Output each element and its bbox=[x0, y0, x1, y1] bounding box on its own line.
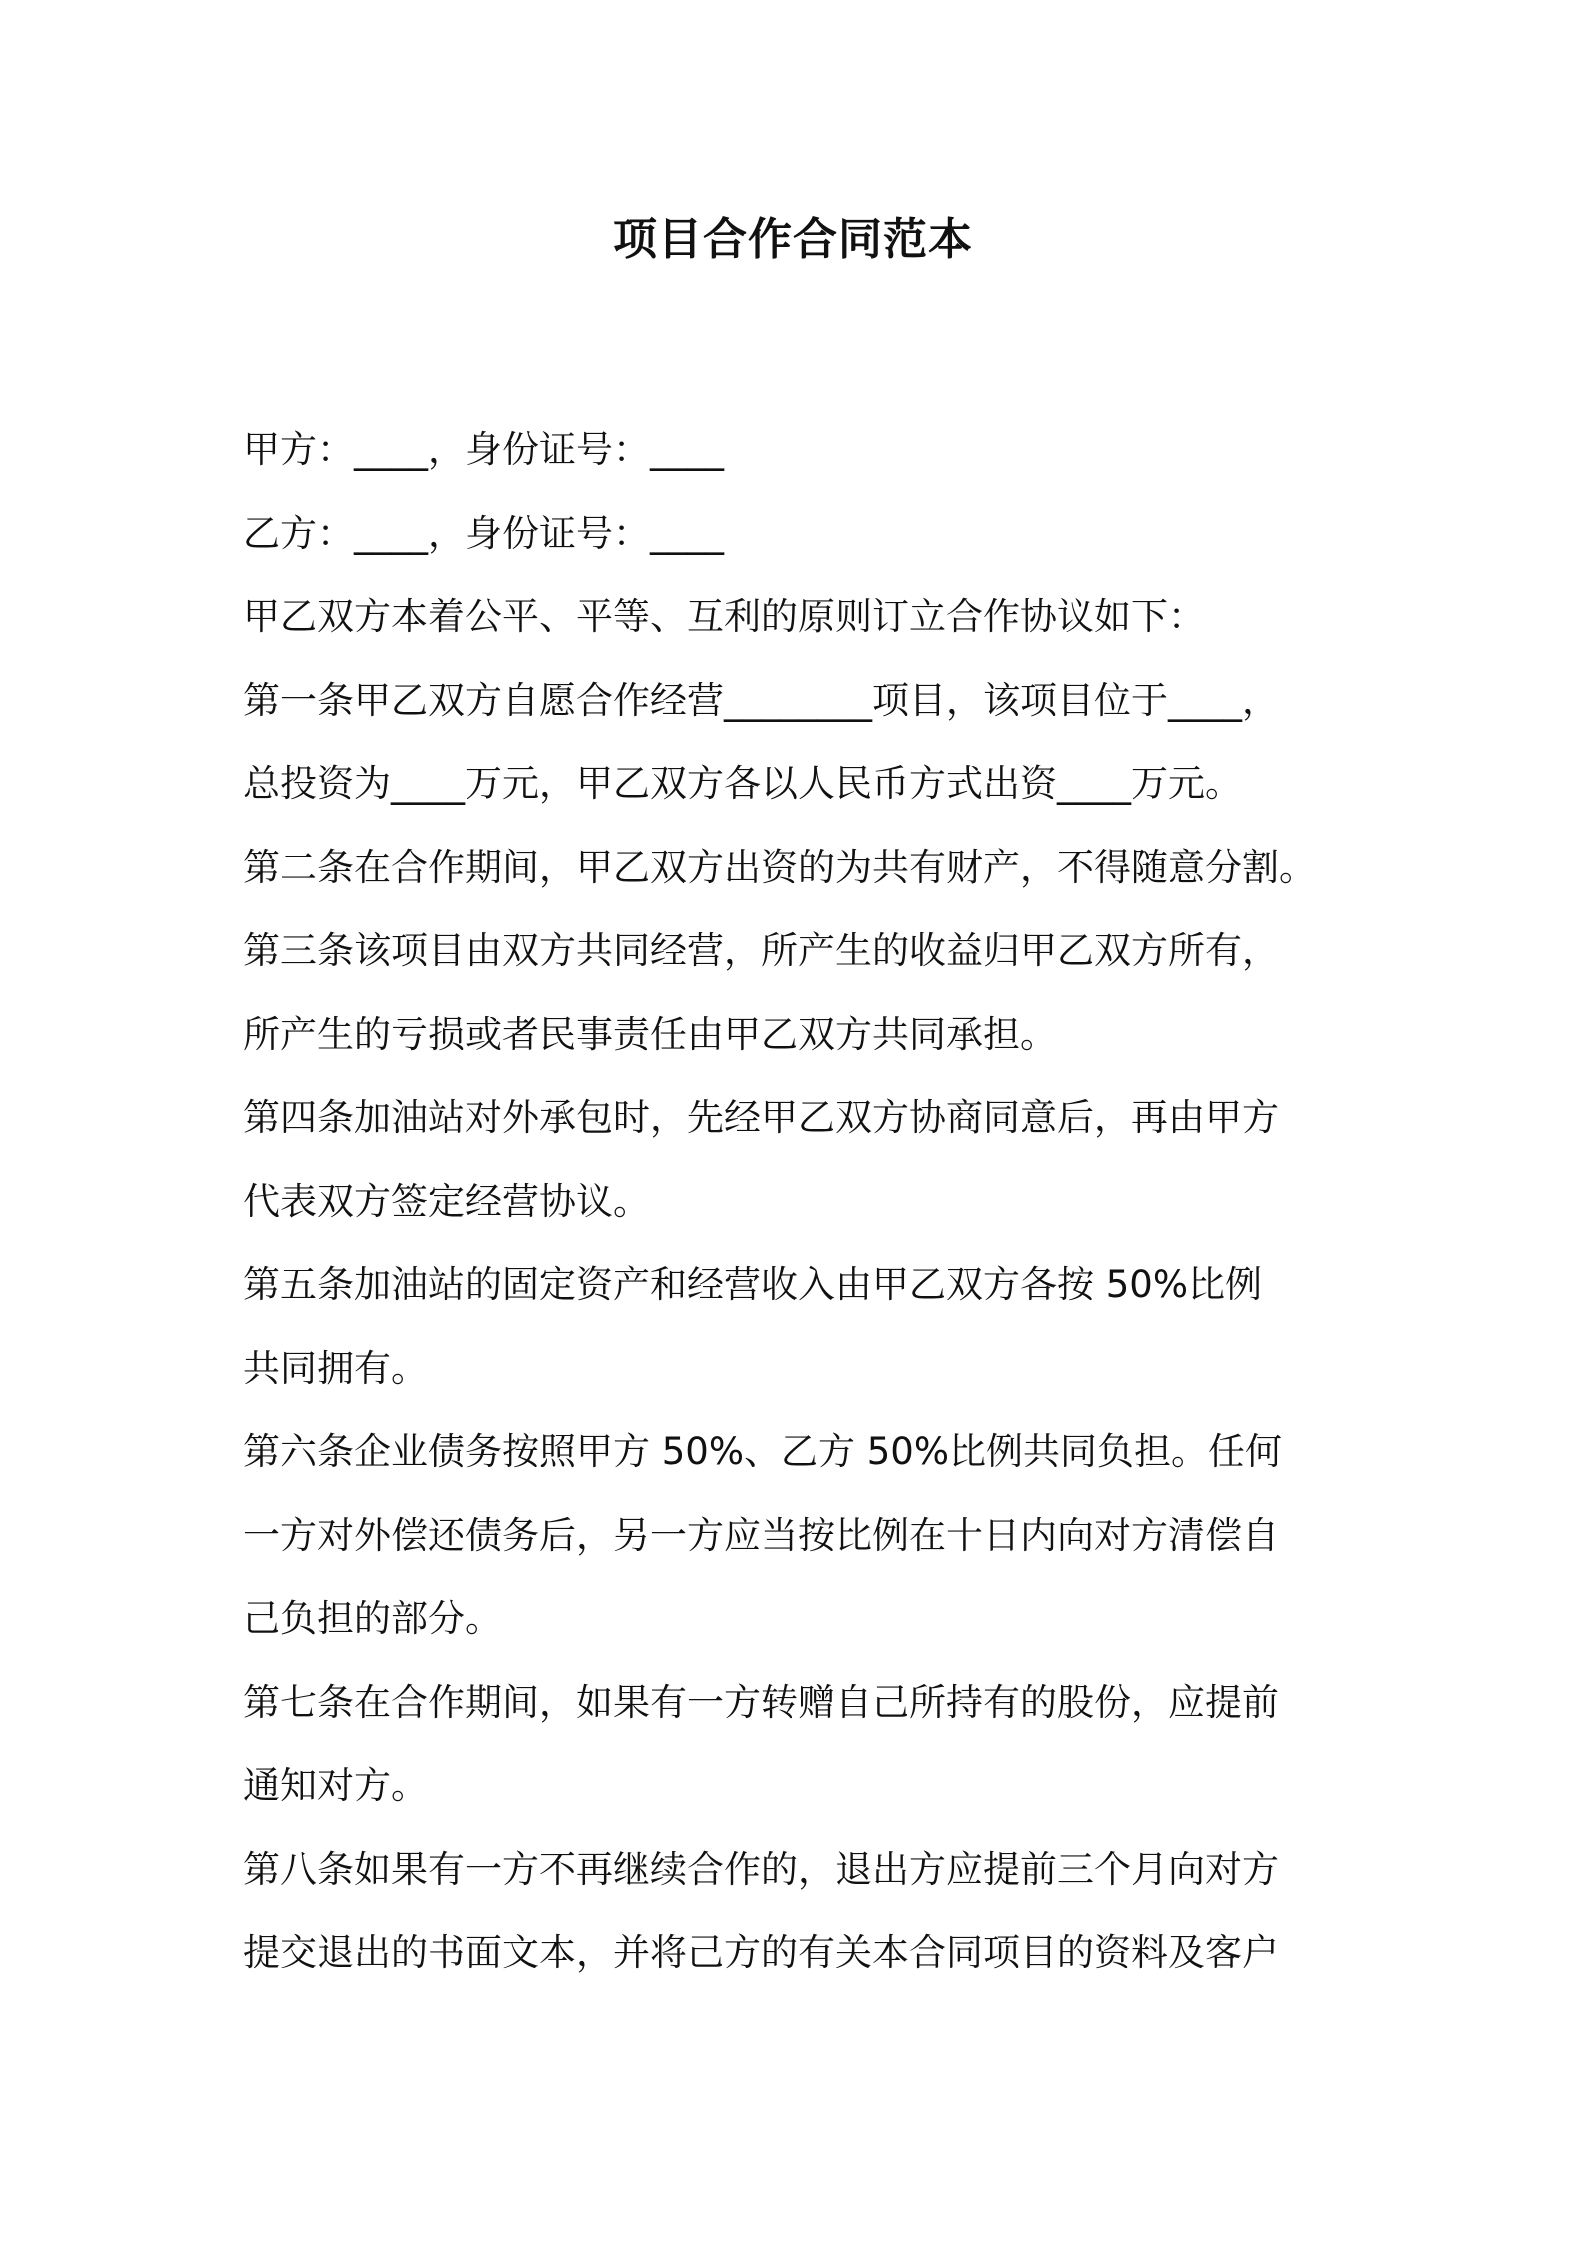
text-line: 第一条甲乙双方自愿合作经营________项目，该项目位于____， bbox=[243, 678, 1279, 722]
text-line: 甲乙双方本着公平、平等、互利的原则订立合作协议如下： bbox=[243, 595, 1205, 638]
text-line: 第五条加油站的固定资产和经营收入由甲乙双方各按 50%比例 bbox=[243, 1263, 1262, 1306]
text-line: 甲方：____，身份证号：____ bbox=[243, 428, 724, 471]
text-line: 乙方：____，身份证号：____ bbox=[243, 511, 724, 555]
text-line: 所产生的亏损或者民事责任由甲乙双方共同承担。 bbox=[243, 1012, 1057, 1056]
text-line: 第八条如果有一方不再继续合作的，退出方应提前三个月向对方 bbox=[243, 1847, 1279, 1891]
text-line: 己负担的部分。 bbox=[243, 1597, 502, 1640]
contract-body bbox=[243, 408, 1353, 1995]
text-line: 第二条在合作期间，甲乙双方出资的为共有财产，不得随意分割。 bbox=[243, 845, 1316, 889]
text-line: 第七条在合作期间，如果有一方转赠自己所持有的股份，应提前 bbox=[243, 1680, 1279, 1724]
text-line: 提交退出的书面文本，并将己方的有关本合同项目的资料及客户 bbox=[243, 1931, 1279, 1974]
document-title: 项目合作合同范本 bbox=[613, 214, 973, 265]
text-line: 第四条加油站对外承包时，先经甲乙双方协商同意后，再由甲方 bbox=[243, 1096, 1279, 1139]
text-line: 第三条该项目由双方共同经营，所产生的收益归甲乙双方所有， bbox=[243, 929, 1279, 972]
text-line: 共同拥有。 bbox=[243, 1346, 428, 1390]
text-line: 一方对外偿还债务后，另一方应当按比例在十日内向对方清偿自 bbox=[243, 1513, 1279, 1557]
text-line: 第六条企业债务按照甲方 50%、乙方 50%比例共同负担。任何 bbox=[243, 1430, 1282, 1473]
text-line: 通知对方。 bbox=[243, 1764, 428, 1807]
text-line: 代表双方签定经营协议。 bbox=[243, 1179, 650, 1223]
text-line: 总投资为____万元，甲乙双方各以人民币方式出资____万元。 bbox=[243, 762, 1242, 805]
